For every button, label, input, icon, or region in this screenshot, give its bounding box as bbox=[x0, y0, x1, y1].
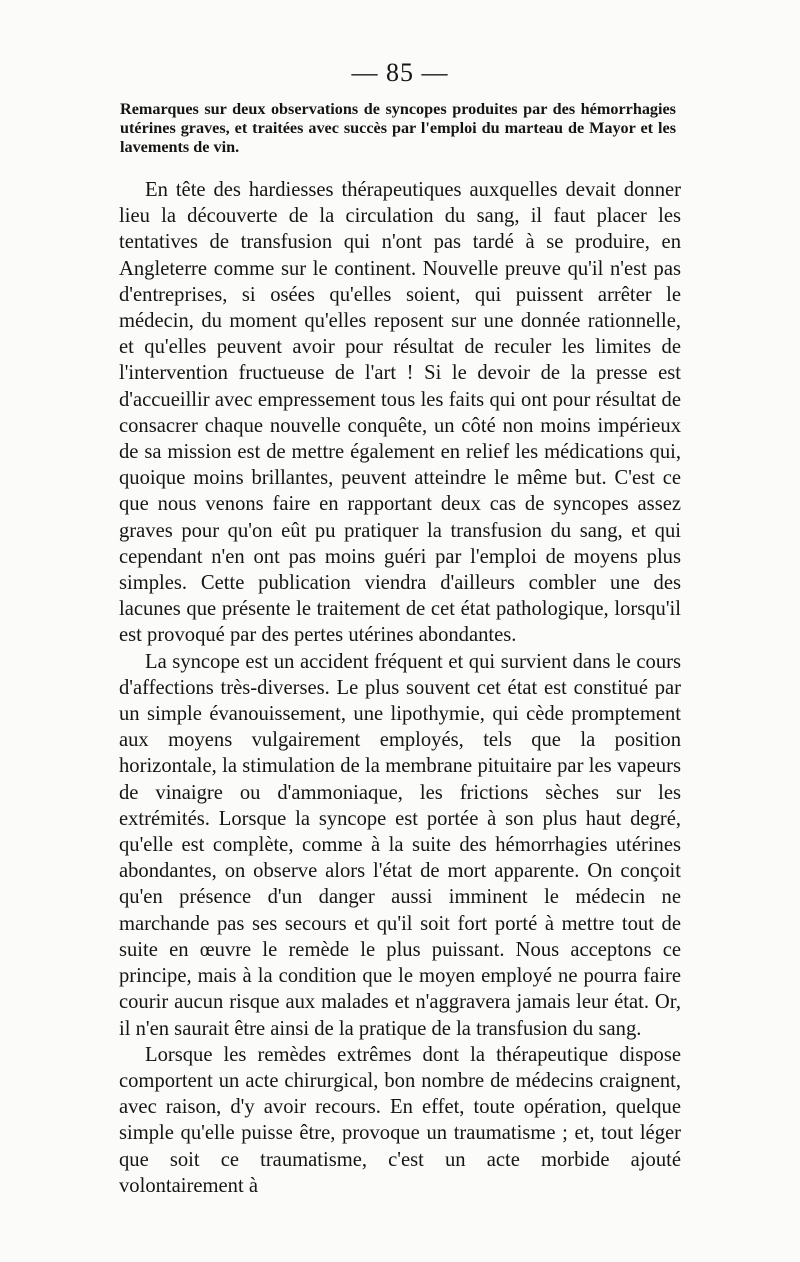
page-number: — 85 — bbox=[351, 58, 449, 87]
paragraph: La syncope est un accident fréquent et qui survient dans le cours d'affections très-diverses. Le plus souvent cet état est constitué par un simple évanouissement, une lipothymie, qui cède promptement aux moyens vulgairement employés, tels que la position horizontale, la stimulation de la membrane pituitaire par les vapeurs de vinaigre ou d'ammoniaque, les frictions sèches sur les extrémités. Lorsque la syncope est portée à son plus haut degré, qu'elle est complète, comme à la suite des hémorrhagies utérines abondantes, on observe alors l'état de mort apparente. On conçoit qu'en présence d'un danger aussi imminent le médecin ne marchande pas ses secours et qu'il soit fort porté à mettre tout de suite en œuvre le remède le plus puissant. Nous acceptons ce principe, mais à la condition que le moyen employé ne pourra faire courir aucun risque aux malades et n'aggravera jamais leur état. Or, il n'en saurait être ainsi de la pratique de la transfusion du sang. bbox=[119, 650, 681, 1040]
paragraph: Lorsque les remèdes extrêmes dont la thérapeutique dispose comportent un acte chirurgical, bon nombre de médecins craignent, avec raison, d'y avoir recours. En effet, toute opération, quelque simple qu'elle puisse être, provoque un traumatisme ; et, tout léger que soit ce traumatisme, c'est un acte morbide ajouté volontairement à bbox=[119, 1043, 681, 1197]
article-heading: Remarques sur deux observations de syncopes produites par des hémorrhagies utérines graves, et traitées avec succès par l'emploi du marteau de Mayor et les lavements de vin. bbox=[120, 100, 676, 156]
paragraph: En tête des hardiesses thérapeutiques auxquelles devait donner lieu la découverte de la circulation du sang, il faut placer les tentatives de transfusion qui n'ont pas tardé à se produire, en Angleterre comme sur le continent. Nouvelle preuve qu'il n'est pas d'entreprises, si osées qu'elles soient, qui puissent arrêter le médecin, du moment qu'elles reposent sur une donnée rationnelle, et qu'elles peuvent avoir pour résultat de reculer les limites de l'intervention fructueuse de l'art ! Si le devoir de la presse est d'accueillir avec empressement tous les faits qui ont pour résultat de consacrer chaque nouvelle conquête, un côté non moins impérieux de sa mission est de mettre également en relief les médications qui, quoique moins brillantes, peuvent atteindre le même but. C'est ce que nous venons faire en rapportant deux cas de syncopes assez graves pour qu'on eût pu pratiquer la transfusion du sang, et qui cependant n'en ont pas moins guéri par l'emploi de moyens plus simples. Cette publication viendra d'ailleurs combler une des lacunes que présente le traitement de cet état pathologique, lorsqu'il est provoqué par des pertes utérines abondantes. bbox=[119, 179, 681, 647]
article-body bbox=[119, 177, 681, 1199]
